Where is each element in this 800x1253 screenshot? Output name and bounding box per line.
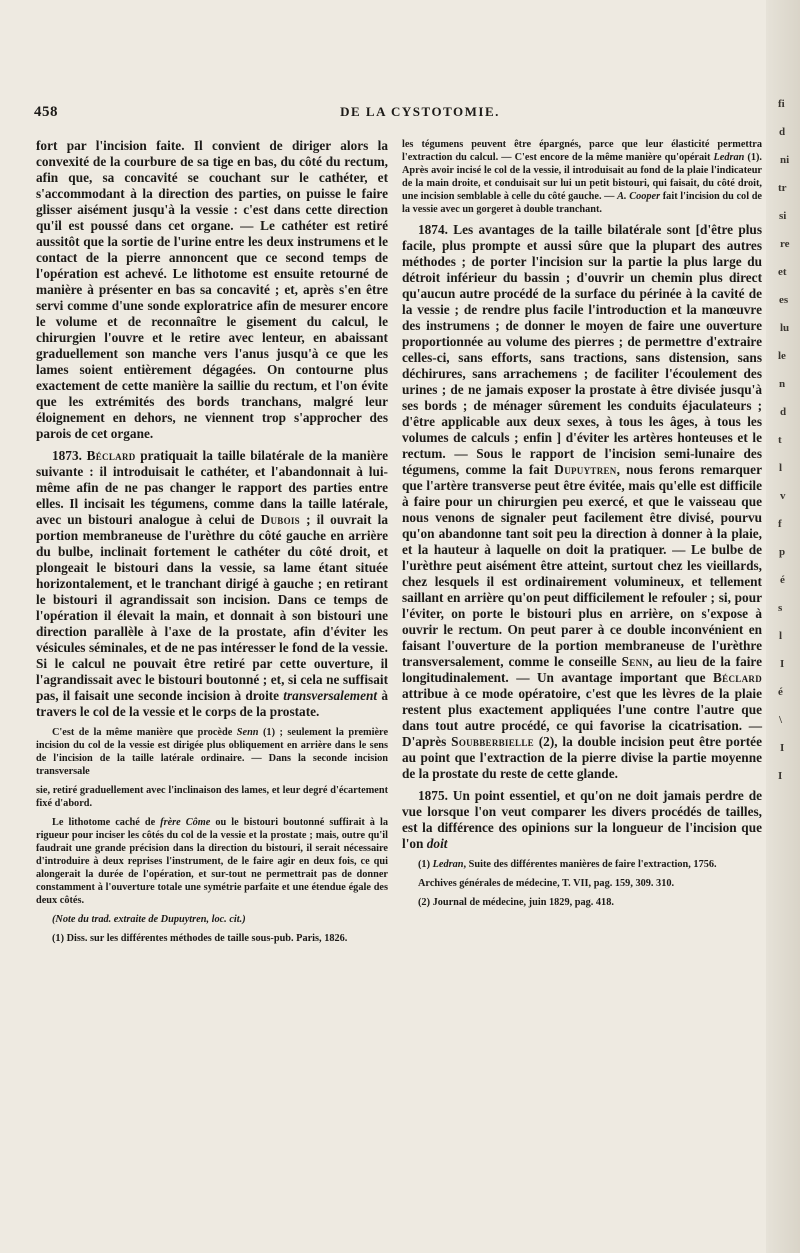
- facing-page-fragment: l: [779, 462, 783, 474]
- paragraph-1873: 1873. Béclard pratiquait la taille bilatérale de la manière suivante : il introduisait le cathéter, et l'abandonnait à lui-même afin de ne pas changer le rapport des parties entre elles. Il incisait les tégumens, comme dans la taille latérale, avec un bistouri analogue à celui de Dubois ; il ouvrait la portion membraneuse de l'urèthre du côté gauche en arrière du bulbe, inclinait fortement le cathéter du côté droit, et plongeait le bistouri dans la vessie, sa lame étant située horizontalement, et le tranchant dirigé à gauche ; en retirant le bistouri il agrandissait son incision. Dans ce temps de l'opération il élevait la main, et donnait à son bistouri une direction parallèle à l'axe de la prostate, afin d'éviter les vésicules séminales, et de ne pas intéresser le fond de la vessie. Si le calcul ne pouvait être retiré par cette ouverture, il l'agrandissait avec le bistouri boutonné ; et, si cela ne suffisait pas, il faisait une seconde incision à droite transversalement à travers le col de la vessie et le corps de la prostate.: [36, 448, 388, 719]
- note-paragraph: Le lithotome caché de frère Côme ou le bistouri boutonné suffirait à la rigueur pour inciser les côtés du col de la vessie et la prostate ; mais, outre qu'il faudrait une grande précision dans la direction du bistouri, il serait nécessaire d'introduire à deux reprises l'instrument, de le faire agir en deux fois, ce qui alongerait la durée de l'opération, et sur-tout ne permettrait pas de donner constamment à l'ouverture totale une symétrie parfaite et une étendue égale des deux côtés.: [36, 817, 388, 906]
- author-name: Dupuytren: [554, 462, 617, 477]
- author-name: Béclard: [713, 670, 762, 685]
- note-source: (Note du trad. extraite de Dupuytren, loc. cit.): [52, 914, 246, 925]
- facing-page-fragment: et: [778, 266, 787, 278]
- paragraph-continued: fort par l'incision faite. Il convient de diriger alors la convexité de la courbure de sa tige en bas, du côté du rectum, afin que, sa concavité se couchant sur le cathéter, et s'accommodant à la direction des parties, on puisse le faire glisser aisément jusqu'à la vessie : c'est dans cette direction qu'il est poussé dans cet organe. — Le cathéter est retiré aussitôt que la sortie de l'urine entre les deux instrumens et le contact de la pierre annoncent que ce second temps de l'opération est achevé. Le lithotome est ensuite retourné de manière à présenter en bas sa concavité ; et, après s'en être servi comme d'une sonde exploratrice afin de mesurer encore le volume et de reconnaître le gisement du calcul, le chirurgien l'ouvre et le retire avec lenteur, en abaissant graduellement son manche vers l'anus jusqu'à ce que les lames soient entièrement dégagées. On contourne plus exactement de cette manière la saillie du rectum, et l'on évite que les extrémités des bords tranchans, malgré leur éloignement en dehors, ne viennent trop s'approcher des parois de cet organe.: [36, 138, 388, 441]
- facing-page-fragment: é: [778, 686, 783, 698]
- note-continued: les tégumens peuvent être épargnés, parce que leur élasticité permettra l'extraction du calcul. — C'est encore de la même manière qu'opérait Ledran (1). Après avoir incisé le col de la vessie, il introduisait au fond de la plaie l'indicateur de la main droite, et conduisait sur lui un petit bistouri, qui faisait, du côté droit, une incision semblable à celle du côté gauche. — A. Cooper fait l'incision du col de la vessie avec un gorgeret à double tranchant.: [402, 139, 762, 215]
- footnote-2: (2) Journal de médecine, juin 1829, pag. 418.: [418, 897, 614, 908]
- footnote-1: (1) Diss. sur les différentes méthodes de taille sous-pub. Paris, 1826.: [52, 933, 348, 944]
- facing-page-fragment: s: [778, 602, 783, 614]
- left-column: [36, 138, 388, 951]
- facing-page-fragment: \: [779, 714, 783, 726]
- facing-page-fragment: si: [779, 210, 787, 222]
- running-title: DE LA CYSTOTOMIE.: [340, 104, 500, 119]
- footnote-1-cont: Archives générales de médecine, T. VII, pag. 159, 309. 310.: [418, 878, 675, 889]
- footnote-1: (1) Ledran, Suite des différentes manières de faire l'extraction, 1756.: [418, 859, 717, 870]
- right-column: [402, 138, 762, 915]
- author-name: Dubois: [260, 512, 300, 527]
- facing-page-fragment: d: [780, 406, 787, 418]
- facing-page-fragment: ni: [780, 154, 790, 166]
- facing-page-fragment: I: [780, 658, 785, 670]
- facing-page-fragment: t: [778, 434, 782, 446]
- facing-page-fragment: lu: [780, 322, 790, 334]
- translator-note: [36, 726, 388, 945]
- facing-page-fragment: re: [780, 238, 790, 250]
- page-number: 458: [34, 104, 58, 120]
- footnotes: [402, 858, 762, 909]
- author-name: Béclard: [86, 448, 136, 463]
- facing-page-fragment: f: [778, 518, 782, 530]
- facing-page-fragment: v: [780, 490, 786, 502]
- facing-page-fragment: l: [779, 630, 783, 642]
- facing-page-fragment: p: [779, 546, 786, 558]
- facing-page-fragment: fi: [778, 98, 785, 110]
- facing-page-fragment: é: [780, 574, 785, 586]
- facing-page-fragment: d: [779, 126, 786, 138]
- facing-page-fragment: tr: [778, 182, 787, 194]
- paragraph-1874: 1874. Les avantages de la taille bilatérale sont [d'être plus facile, plus prompte et aussi sûre que la plupart des autres méthodes ; de porter l'incision sur la partie la plus large du détroit inférieur du bassin ; d'ouvrir un chemin plus direct qu'aucun autre procédé de la surface du périnée à la cavité de la vessie ; de rendre plus facile l'introduction et la manœuvre des instrumens ; de donner le moyen de faire une ouverture proportionnée au volume des pierres ; de permettre d'extraire celles-ci, sans efforts, sans tractions, sans distension, sans déchirures, sans arrachemens ; de faciliter l'écoulement des urines ; de ne jamais exposer la prostate à être divisée jusqu'à ses bords ; de ménager sûrement les conduits éjaculateurs ; d'être applicable aux deux sexes, à tous les âges, à tous les volumes de calculs ; enfin ] d'éviter les artères honteuses et le rectum. — Sous le rapport de l'incision semi-lunaire des tégumens, comme la fait Dupuytren, nous ferons remarquer que l'artère transverse peut être évitée, mais qu'elle est difficile à faire pour un chirurgien peu exercé, et que le vaisseau que nous venons de signaler peut facilement être divisé, pourvu qu'on abandonne tant soit peu la direction à donner à la plaie, et la hauteur à laquelle on doit la pratiquer. — Le bulbe de l'urèthre peut aisément être atteint, surtout chez les vieillards, chez lesquels il est ordinairement volumineux, et tellement saillant en arrière qu'on peut difficilement le refouler ; si, pour l'éviter, on porte le bistouri plus en arrière, on s'expose à ouvrir le rectum. On peut parer à ce double inconvénient en faisant l'ouverture de la portion membraneuse de l'urèthre transversalement, comme le conseille Senn, au lieu de la faire longitudinalement. — Un avantage important que Béclard attribue à ce mode opératoire, c'est que les lèvres de la plaie restent plus exactement appliquées l'une contre l'autre que dans tout autre procédé, ce qui favorise la cicatrisation. — D'après Soubberbielle (2), la double incision peut être portée au point que l'extraction de la pierre divise la partie moyenne de la prostate du reste de cette glande.: [402, 222, 762, 781]
- facing-page-fragment: es: [779, 294, 789, 306]
- note-paragraph: C'est de la même manière que procède Senn (1) ; seulement la première incision du col de la vessie est dirigée plus obliquement en arrière dans le sens de l'incision de la taille latérale ordinaire. — Dans la seconde incision transversale: [36, 727, 389, 777]
- author-name: Soubberbielle: [451, 734, 534, 749]
- facing-page-fragment: n: [779, 378, 786, 390]
- facing-page-fragment: I: [778, 770, 783, 782]
- paragraph-1875: 1875. Un point essentiel, et qu'on ne doit jamais perdre de vue lorsque l'on veut comparer les divers procédés de tailles, est la différence des opinions sur la longueur de l'incision que l'on doit: [402, 788, 762, 851]
- facing-page-fragment: le: [778, 350, 786, 362]
- facing-page-fragment: I: [780, 742, 785, 754]
- author-name: Senn: [621, 654, 650, 669]
- note-paragraph: sie, retiré graduellement avec l'inclinaison des lames, et leur degré d'écartement fixé d'abord.: [36, 785, 388, 809]
